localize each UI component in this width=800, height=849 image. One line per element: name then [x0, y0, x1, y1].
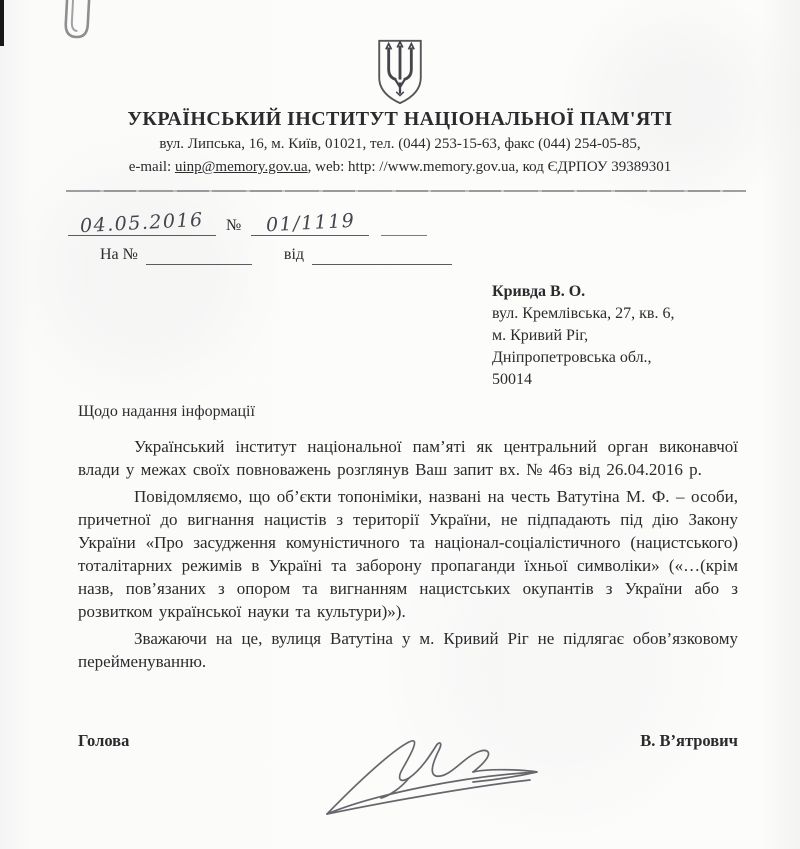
- tryzub-coat-of-arms-icon: [369, 38, 431, 106]
- organization-contacts: [0, 158, 800, 177]
- outgoing-ref-row: [68, 204, 468, 236]
- recipient-address-line: м. Кривий Ріг,: [492, 327, 589, 344]
- signer-name: В. В’ятрович: [640, 731, 738, 750]
- reply-to-number-label: На №: [100, 246, 138, 263]
- from-date-label: від: [283, 246, 305, 263]
- recipient-address-line: 50014: [492, 371, 532, 388]
- recipient-name: Кривда В. О.: [492, 283, 586, 300]
- signer-position: Голова: [78, 731, 130, 750]
- subject-line: Щодо надання інформації: [78, 403, 255, 420]
- letter-body: [78, 435, 738, 673]
- organization-address: вул. Липська, 16, м. Київ, 01021, тел. (044) 253-15-63, факс (044) 254-05-85,: [159, 136, 641, 152]
- from-date-blank: [312, 264, 452, 265]
- body-paragraph: Повідомляємо, що об’єкти топоніміки, названі на честь Ватутіна М. Ф. – особи, причетної до вигнання нацистів з території України, не підпадають під дію Закону України «Про засудження комуністичного та націонал-соціалістичного (нацистського) тоталітарних режимів в Україні та заборону пропаганди їхньої символіки» («…(крім назв, пов’язаних з опором та вигнанням нацистських окупантів з України або з розвитком української науки та культури)»).: [78, 487, 738, 621]
- handwritten-date: 04.05.2016: [79, 208, 205, 238]
- date-field: [68, 208, 216, 238]
- handwritten-signature-icon: [305, 732, 555, 822]
- body-paragraph: Зважаючи на це, вулиця Ватутіна у м. Кривий Ріг не підлягає обов’язковому перейменуванню.: [78, 629, 738, 671]
- recipient-address-line: Дніпропетровська обл.,: [492, 349, 652, 366]
- recipient-address-line: вул. Кремлівська, 27, кв. 6,: [492, 305, 675, 322]
- organization-title: УКРАЇНСЬКИЙ ІНСТИТУТ НАЦІОНАЛЬНОЇ ПАМ'ЯТІ: [127, 108, 673, 130]
- recipient-block: [492, 281, 800, 391]
- body-paragraph: Український інститут національної пам’яті як центральний орган виконавчої влади у межах своїх повноважень розглянув Ваш запит вх. № 46з від 26.04.2016 р.: [78, 437, 738, 479]
- reply-number-blank: [146, 264, 252, 265]
- email-address: uinp@memory.gov.ua: [174, 159, 308, 175]
- blank-line-segment: [381, 235, 427, 236]
- header-divider-line: [66, 190, 746, 192]
- scan-edge-artifact: [0, 0, 4, 46]
- handwritten-outgoing-number: 01/1119: [264, 209, 356, 237]
- email-label: e-mail:: [128, 159, 175, 175]
- outgoing-number-field: [251, 209, 369, 237]
- paperclip-icon: [55, 0, 100, 47]
- reference-block: [68, 204, 468, 265]
- web-and-code: , web: http: //www.memory.gov.ua, код ЄДРПОУ 39389301: [307, 159, 672, 175]
- incoming-ref-row: [68, 239, 468, 265]
- number-sign-label: №: [226, 217, 242, 234]
